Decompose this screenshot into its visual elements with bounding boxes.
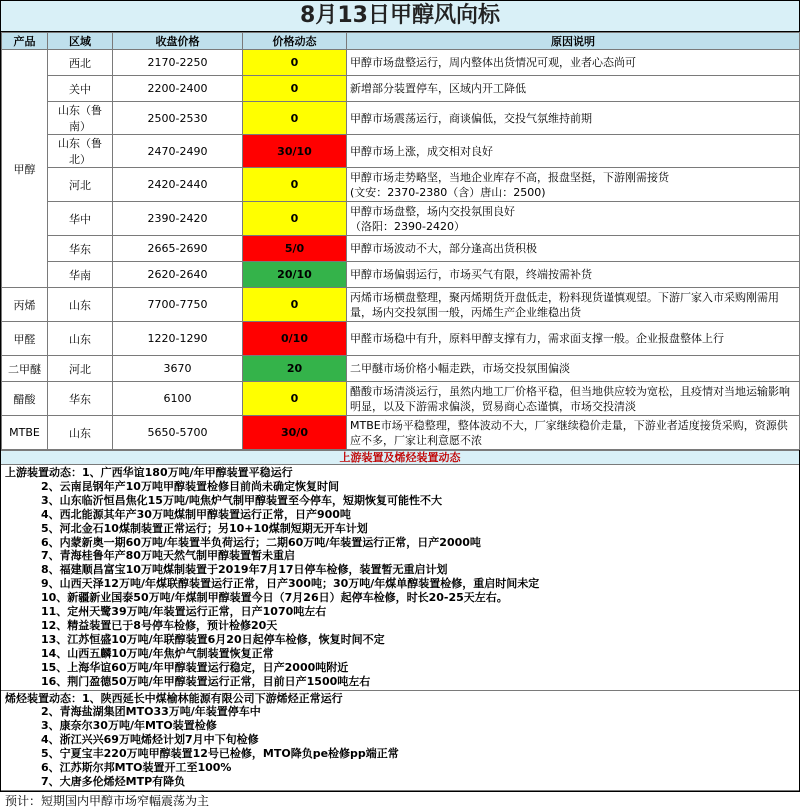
upstream-block — [1, 465, 799, 691]
price-cell: 2665-2690 — [113, 236, 243, 262]
product-cell: 醋酸 — [2, 382, 48, 416]
region-cell: 山东 — [48, 288, 113, 322]
price-cell: 2390-2420 — [113, 202, 243, 236]
note-cell — [347, 236, 800, 262]
upstream-item — [5, 466, 795, 480]
note-line: 甲醇市场盘整运行，周内整体出货情况可观，业者心态尚可 — [350, 56, 636, 69]
price-cell: 7700-7750 — [113, 288, 243, 322]
upstream-item-text: 12、精益装置已于8号停车检修，预计检修20天 — [41, 618, 278, 632]
note-line: (文安：2370-2380（含）唐山：2500) — [350, 185, 546, 199]
table-row — [2, 262, 800, 288]
olefin-item-text: 3、康奈尔30万吨/年MTO装置检修 — [41, 719, 217, 733]
note-cell — [347, 288, 800, 322]
note-line: 丙烯市场横盘整理，聚丙烯期货开盘低走，粉料现货谨慎观望。下游厂家入市采购刚需用量，场内交投氛围一般，丙烯生产企业维稳出货 — [350, 290, 779, 319]
price-cell: 3670 — [113, 356, 243, 382]
region-cell: 河北 — [48, 168, 113, 202]
table-row — [2, 202, 800, 236]
header-price: 收盘价格 — [113, 33, 243, 50]
change-cell: 0/10 — [243, 322, 347, 356]
price-cell: 2170-2250 — [113, 50, 243, 76]
olefin-item-text: 5、宁夏宝丰220万吨甲醇装置12号已检修，MTO降负pe检修pp端正常 — [41, 747, 399, 761]
upstream-item-text: 11、定州天鹭39万吨/年装置运行正常，日产1070吨左右 — [41, 605, 327, 619]
note-line: （洛阳：2390-2420） — [350, 219, 465, 233]
upstream-item — [5, 619, 795, 633]
note-cell — [347, 76, 800, 102]
region-cell: 华东 — [48, 236, 113, 262]
note-line: 新增部分装置停车，区域内开工降低 — [350, 82, 526, 95]
upstream-item — [5, 480, 795, 494]
olefin-item-text: 6、江苏斯尔邦MTO装置开工至100% — [41, 761, 232, 775]
change-cell: 0 — [243, 202, 347, 236]
upstream-item — [5, 661, 795, 675]
header-change: 价格动态 — [243, 33, 347, 50]
region-cell: 华东 — [48, 382, 113, 416]
change-cell: 20/10 — [243, 262, 347, 288]
upstream-item — [5, 549, 795, 563]
price-cell: 2500-2530 — [113, 102, 243, 135]
note-line: 甲醛市场稳中有升，原料甲醇支撑有力，需求面支撑一般。企业报盘整体上行 — [350, 332, 724, 345]
forecast-text: 预计：短期国内甲醇市场窄幅震荡为主 — [5, 793, 210, 808]
upstream-item-text: 9、山西天泽12万吨/年煤联醇装置运行正常，日产300吨；30万吨/年煤单醇装置检修，重启时间未定 — [41, 577, 540, 591]
price-cell: 2200-2400 — [113, 76, 243, 102]
region-cell: 关中 — [48, 76, 113, 102]
table-row — [2, 236, 800, 262]
price-cell: 6100 — [113, 382, 243, 416]
upstream-item-text: 16、荆门盈德50万吨/年甲醇装置运行正常，目前日产1500吨左右 — [41, 674, 371, 688]
olefin-label: 烯烃装置动态： — [5, 691, 82, 705]
note-line: 甲醇市场盘整，场内交投氛围良好 — [350, 204, 515, 218]
upstream-item-text: 14、山西五麟10万吨/年焦炉气制装置恢复正常 — [41, 646, 274, 660]
price-cell: 2620-2640 — [113, 262, 243, 288]
price-cell: 2420-2440 — [113, 168, 243, 202]
price-table — [1, 32, 800, 450]
note-cell — [347, 356, 800, 382]
upstream-item-text: 8、福建顺昌富宝10万吨煤制装置于2019年7月17日停车检修，装置暂无重启计划 — [41, 563, 448, 577]
table-row — [2, 382, 800, 416]
product-cell: MTBE — [2, 416, 48, 450]
note-cell — [347, 416, 800, 450]
upstream-item — [5, 633, 795, 647]
region-cell: 西北 — [48, 50, 113, 76]
upstream-item — [5, 675, 795, 689]
header-product: 产品 — [2, 33, 48, 50]
upstream-item — [5, 508, 795, 522]
header-note: 原因说明 — [347, 33, 800, 50]
product-cell: 丙烯 — [2, 288, 48, 322]
header-region: 区域 — [48, 33, 113, 50]
upstream-item — [5, 536, 795, 550]
region-cell: 山东 — [48, 416, 113, 450]
note-line: MTBE市场平稳整理，整体波动不大，厂家继续稳价走量，下游业者适度接货采购，资源供应不多，厂家让利意愿不浓 — [350, 418, 788, 447]
note-line: 甲醇市场走势略坚，当地企业库存不高，报盘坚挺，下游刚需接货 — [350, 170, 669, 184]
upstream-item-text: 4、西北能源其年产30万吨煤制甲醇装置运行正常，日产900吨 — [41, 507, 351, 521]
price-cell: 1220-1290 — [113, 322, 243, 356]
table-row — [2, 288, 800, 322]
page-title: 8月13日甲醇风向标 — [1, 1, 799, 32]
upstream-item — [5, 577, 795, 591]
note-cell — [347, 135, 800, 168]
note-cell — [347, 202, 800, 236]
note-line: 甲醇市场震荡运行，商谈偏低，交投气氛维持前期 — [350, 111, 592, 125]
olefin-item — [5, 705, 795, 719]
upstream-item — [5, 605, 795, 619]
change-cell: 0 — [243, 76, 347, 102]
note-line: 甲醇市场上涨，成交相对良好 — [350, 144, 493, 158]
price-cell: 5650-5700 — [113, 416, 243, 450]
olefin-item-text: 4、浙江兴兴69万吨烯烃计划7月中下旬检修 — [41, 733, 259, 747]
change-cell: 20 — [243, 356, 347, 382]
product-cell: 甲醛 — [2, 322, 48, 356]
note-cell — [347, 50, 800, 76]
upstream-label: 上游装置动态： — [5, 466, 82, 479]
olefin-item — [5, 733, 795, 747]
table-row — [2, 135, 800, 168]
table-row — [2, 356, 800, 382]
change-cell: 5/0 — [243, 236, 347, 262]
change-cell: 30/10 — [243, 135, 347, 168]
change-cell: 0 — [243, 168, 347, 202]
region-cell: 河北 — [48, 356, 113, 382]
upstream-item — [5, 563, 795, 577]
olefin-item-text: 1、陕西延长中煤榆林能源有限公司下游烯烃正常运行 — [82, 691, 343, 705]
note-line: 甲醇市场波动不大，部分逢高出货积极 — [350, 242, 537, 255]
price-cell: 2470-2490 — [113, 135, 243, 168]
region-cell: 华南 — [48, 262, 113, 288]
table-header-row — [2, 33, 800, 50]
upstream-item-text: 13、江苏恒盛10万吨/年联醇装置6月20日起停车检修，恢复时间不定 — [41, 632, 385, 646]
table-row — [2, 416, 800, 450]
change-cell: 0 — [243, 50, 347, 76]
upstream-item — [5, 591, 795, 605]
olefin-item-text: 7、大唐多伦烯烃MTP有降负 — [41, 774, 186, 788]
change-cell: 0 — [243, 382, 347, 416]
olefin-item-text: 2、青海盐湖集团MTO33万吨/年装置停车中 — [41, 705, 261, 719]
table-row — [2, 76, 800, 102]
upstream-item-text: 10、新疆新业国泰50万吨/年煤制甲醇装置今日（7月26日）起停车检修，时长20-25天左右。 — [41, 591, 508, 605]
note-cell — [347, 102, 800, 135]
olefin-item — [5, 692, 795, 706]
note-line: 甲醇市场偏弱运行，市场买气有限，终端按需补货 — [350, 268, 592, 281]
upstream-item-text: 1、广西华谊180万吨/年甲醇装置平稳运行 — [82, 466, 293, 479]
note-line: 二甲醚市场价格小幅走跌，市场交投氛围偏淡 — [350, 362, 570, 375]
upstream-item — [5, 647, 795, 661]
upstream-item-text: 15、上海华谊60万吨/年甲醇装置运行稳定，日产2000吨附近 — [41, 660, 349, 674]
table-row — [2, 102, 800, 135]
note-cell — [347, 382, 800, 416]
product-cell: 二甲醚 — [2, 356, 48, 382]
section-title: 上游装置及烯烃装置动态 — [1, 450, 799, 465]
upstream-item — [5, 522, 795, 536]
region-cell: 山东 — [48, 322, 113, 356]
upstream-item-text: 6、内蒙新奥一期60万吨/年装置半负荷运行；二期60万吨/年装置运行正常，日产2000吨 — [41, 535, 481, 549]
olefin-item — [5, 747, 795, 761]
table-body — [2, 50, 800, 450]
olefin-item — [5, 761, 795, 775]
table-row — [2, 50, 800, 76]
table-row — [2, 322, 800, 356]
region-cell: 华中 — [48, 202, 113, 236]
upstream-item-text: 5、河北金石10煤制装置正常运行；另10+10煤制短期无开车计划 — [41, 521, 368, 535]
change-cell: 0 — [243, 288, 347, 322]
note-line: 醋酸市场清淡运行，虽然内地工厂价格平稳，但当地供应较为宽松，且疫情对当地运输影响明显，以及下游需求偏淡，贸易商心态谨慎，市场交投清淡 — [350, 384, 790, 413]
olefin-item — [5, 719, 795, 733]
upstream-item-text: 2、云南昆钢年产10万吨甲醇装置检修目前尚未确定恢复时间 — [41, 479, 339, 493]
upstream-item-text: 7、青海桂鲁年产80万吨天然气制甲醇装置暂未重启 — [41, 549, 295, 563]
product-cell: 甲醇 — [2, 50, 48, 288]
upstream-item — [5, 494, 795, 508]
table-row — [2, 168, 800, 202]
region-cell: 山东（鲁南） — [48, 102, 113, 135]
upstream-item-text: 3、山东临沂恒昌焦化15万吨/吨焦炉气制甲醇装置至今停车，短期恢复可能性不大 — [41, 493, 442, 507]
note-cell — [347, 322, 800, 356]
note-cell — [347, 168, 800, 202]
olefin-block — [1, 691, 799, 791]
olefin-item — [5, 775, 795, 789]
note-cell — [347, 262, 800, 288]
region-cell: 山东（鲁北） — [48, 135, 113, 168]
change-cell: 30/0 — [243, 416, 347, 450]
change-cell: 0 — [243, 102, 347, 135]
